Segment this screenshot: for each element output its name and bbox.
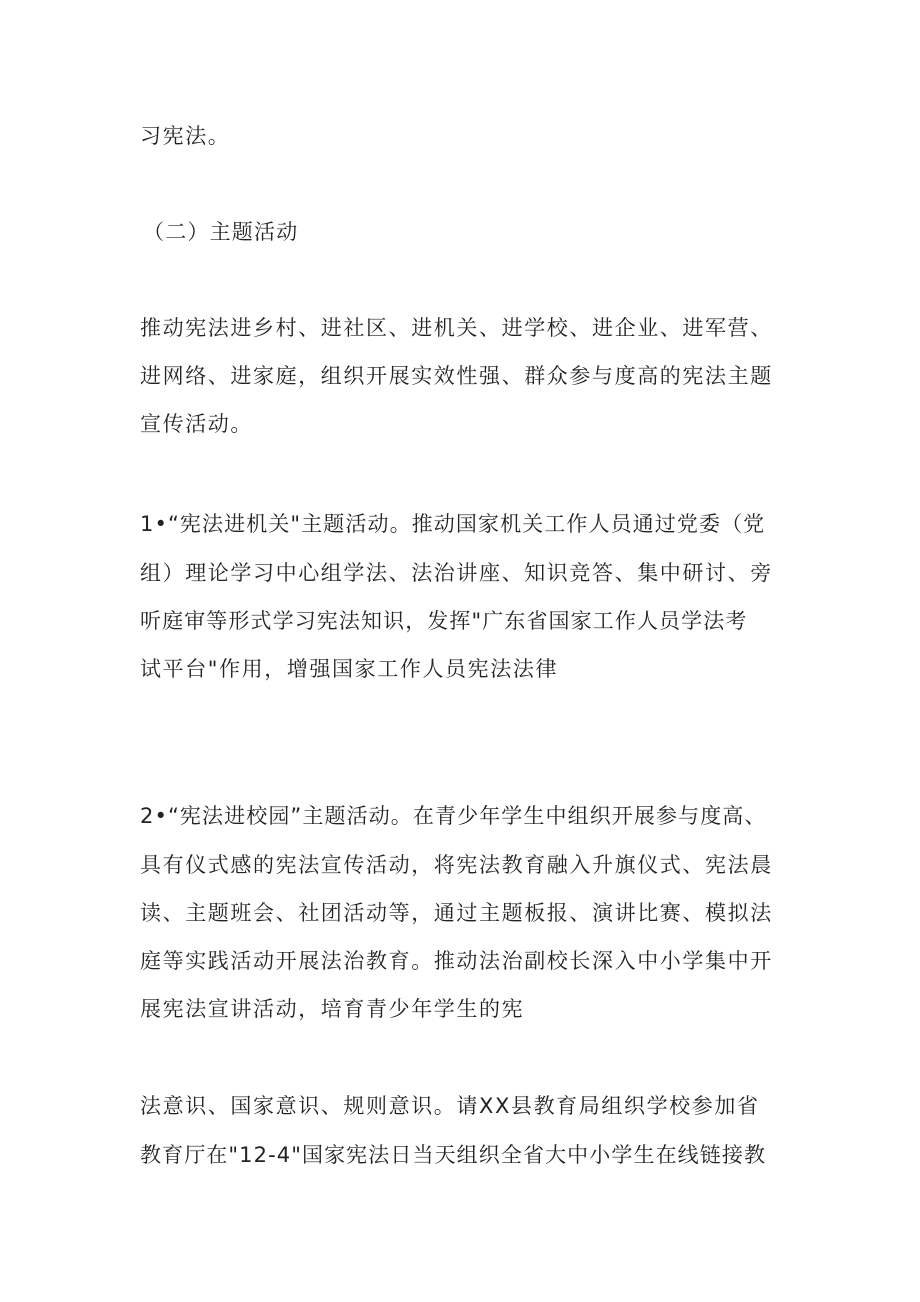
item2-continued-line-1: 法意识、国家意识、规则意识。请XX县教育局组织学校参加省 bbox=[140, 1094, 760, 1118]
item2-line-1: 2•“宪法进校园”主题活动。在青少年学生中组织开展参与度高、 bbox=[140, 804, 767, 828]
intro-line-2: 进网络、进家庭，组织开展实效性强、群众参与度高的宪法主题 bbox=[140, 364, 773, 388]
intro-line-3: 宣传活动。 bbox=[140, 412, 253, 436]
intro-line-1: 推动宪法进乡村、进社区、进机关、进学校、进企业、进军营、 bbox=[140, 316, 773, 340]
item2-line-5: 展宪法宣讲活动，培育青少年学生的宪 bbox=[140, 997, 525, 1021]
item2-line-3: 读、主题班会、社团活动等，通过主题板报、演讲比赛、模拟法 bbox=[140, 901, 773, 925]
item2-continued-line-2: 教育厅在"12-4"国家宪法日当天组织全省大中小学生在线链接教 bbox=[140, 1143, 767, 1167]
section-heading: （二）主题活动 bbox=[143, 220, 299, 244]
continuation-text: 习宪法。 bbox=[140, 124, 231, 148]
item1-line-1: 1•“宪法进机关"主题活动。推动国家机关工作人员通过党委（党 bbox=[140, 512, 766, 536]
item1-line-4: 试平台"作用，增强国家工作人员宪法法律 bbox=[140, 657, 559, 681]
item2-line-2: 具有仪式感的宪法宣传活动，将宪法教育融入升旗仪式、宪法晨 bbox=[140, 853, 773, 877]
item1-line-3: 听庭审等形式学习宪法知识，发挥"广东省国家工作人员学法考 bbox=[140, 609, 748, 633]
item1-line-2: 组）理论学习中心组学法、法治讲座、知识竞答、集中研讨、旁 bbox=[140, 561, 773, 585]
item2-line-4: 庭等实践活动开展法治教育。推动法治副校长深入中小学集中开 bbox=[140, 949, 773, 973]
